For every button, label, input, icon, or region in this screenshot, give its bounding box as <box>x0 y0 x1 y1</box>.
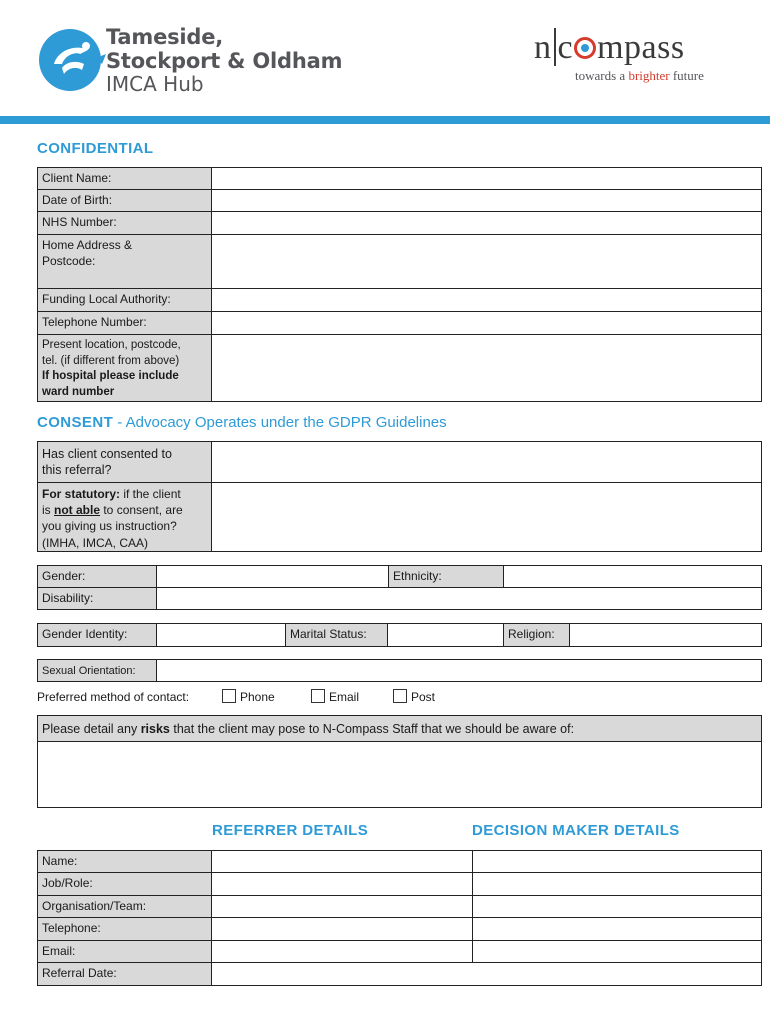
ethnicity-label: Ethnicity: <box>388 565 504 588</box>
risks-label-pre: Please detail any <box>42 722 141 736</box>
present-location-label <box>37 334 212 402</box>
telephone-number-field[interactable] <box>211 311 762 335</box>
tagline <box>575 68 704 84</box>
client-name-field[interactable] <box>211 167 762 190</box>
funding-authority-label: Funding Local Authority: <box>37 288 212 312</box>
disability-label: Disability: <box>37 587 157 610</box>
tagline-pre: towards a <box>575 68 629 83</box>
ncompass-logo-c: c <box>557 29 574 66</box>
consent-question-label <box>37 441 212 483</box>
tagline-highlight: brighter <box>628 68 670 83</box>
consent-answer-field[interactable] <box>211 441 762 483</box>
present-location-field[interactable] <box>211 334 762 402</box>
statutory-line1 <box>42 486 207 502</box>
compass-icon <box>574 37 596 59</box>
confidential-title: CONFIDENTIAL <box>37 140 154 157</box>
hospital-ward-note-line1: If hospital please include <box>42 370 179 383</box>
home-address-label-line1: Home Address & <box>42 238 133 252</box>
detail-referral-date-label: Referral Date: <box>37 962 212 986</box>
nhs-number-label: NHS Number: <box>37 211 212 235</box>
home-address-label <box>37 234 212 289</box>
consent-title: CONSENT <box>37 414 114 431</box>
present-location-line2: tel. (if different from above) <box>42 354 180 367</box>
statutory-answer-field[interactable] <box>211 482 762 552</box>
religion-label: Religion: <box>503 623 570 647</box>
funding-authority-field[interactable] <box>211 288 762 312</box>
date-of-birth-field[interactable] <box>211 189 762 212</box>
decision-maker-telephone-field[interactable] <box>472 917 762 941</box>
consent-question-line1: Has client consented to <box>42 447 172 461</box>
risks-field[interactable] <box>37 741 762 808</box>
ncompass-logo <box>534 28 685 67</box>
ncompass-logo-divider <box>554 28 556 66</box>
decision-maker-job-role-field[interactable] <box>472 872 762 896</box>
consent-heading <box>37 414 447 432</box>
ethnicity-field[interactable] <box>503 565 762 588</box>
referral-date-field[interactable] <box>211 962 762 986</box>
marital-status-label: Marital Status: <box>285 623 388 647</box>
statutory-not-able: not able <box>54 503 101 518</box>
header-divider <box>0 116 770 124</box>
statutory-line2-post: to consent, are <box>100 503 183 518</box>
detail-job-role-label: Job/Role: <box>37 872 212 896</box>
disability-field[interactable] <box>156 587 762 610</box>
nhs-number-field[interactable] <box>211 211 762 235</box>
ncompass-logo-rest: mpass <box>597 29 685 66</box>
post-option-label: Post <box>411 690 436 704</box>
decision-maker-organisation-field[interactable] <box>472 895 762 918</box>
consent-subtitle: - Advocacy Operates under the GDPR Guidelines <box>113 414 447 431</box>
present-location-line1: Present location, postcode, <box>42 339 181 351</box>
phone-checkbox[interactable] <box>222 689 236 703</box>
present-location-line3 <box>42 369 207 385</box>
present-location-line4 <box>42 385 207 401</box>
preferred-contact-label: Preferred method of contact: <box>37 690 190 704</box>
hub-name-line1: Tameside, <box>106 25 224 49</box>
statutory-bold: For statutory: <box>42 487 120 501</box>
decision-maker-name-field[interactable] <box>472 850 762 873</box>
referrer-job-role-field[interactable] <box>211 872 473 896</box>
statutory-question-label <box>37 482 212 552</box>
referrer-organisation-field[interactable] <box>211 895 473 918</box>
phone-option-label: Phone <box>240 690 275 704</box>
sexual-orientation-field[interactable] <box>156 659 762 682</box>
email-option-label: Email <box>329 690 360 704</box>
email-checkbox[interactable] <box>311 689 325 703</box>
risks-label <box>37 715 762 742</box>
risks-label-post: that the client may pose to N-Compass Staff that we should be aware of: <box>169 722 575 736</box>
religion-field[interactable] <box>569 623 762 647</box>
date-of-birth-label: Date of Birth: <box>37 189 212 212</box>
gender-label: Gender: <box>37 565 157 588</box>
referrer-telephone-field[interactable] <box>211 917 473 941</box>
statutory-line4: (IMHA, IMCA, CAA) <box>42 535 149 550</box>
gender-identity-field[interactable] <box>156 623 286 647</box>
ncompass-logo-n: n <box>534 29 552 66</box>
statutory-line3: you giving us instruction? <box>42 519 177 534</box>
hub-name-line2: Stockport & Oldham <box>106 48 343 73</box>
marital-status-field[interactable] <box>387 623 504 647</box>
hub-name-line3: IMCA Hub <box>106 72 204 97</box>
detail-name-label: Name: <box>37 850 212 873</box>
home-address-label-line2: Postcode: <box>42 253 96 268</box>
consent-question-line2: this referral? <box>42 463 112 478</box>
detail-organisation-label: Organisation/Team: <box>37 895 212 918</box>
statutory-line1-rest: if the client <box>120 487 181 501</box>
statutory-line2 <box>42 502 207 518</box>
risks-label-bold: risks <box>140 722 170 736</box>
sexual-orientation-label: Sexual Orientation: <box>37 659 157 682</box>
tagline-post: future <box>669 68 704 83</box>
post-checkbox[interactable] <box>393 689 407 703</box>
gender-identity-label: Gender Identity: <box>37 623 157 647</box>
hospital-ward-note-line2: ward number <box>42 385 115 398</box>
gender-field[interactable] <box>156 565 389 588</box>
decision-maker-details-title: DECISION MAKER DETAILS <box>472 822 680 839</box>
telephone-number-label: Telephone Number: <box>37 311 212 335</box>
referrer-details-title: REFERRER DETAILS <box>212 822 369 839</box>
imca-hub-logo-icon <box>36 24 108 94</box>
referrer-email-field[interactable] <box>211 940 473 963</box>
client-name-label: Client Name: <box>37 167 212 190</box>
detail-telephone-label: Telephone: <box>37 917 212 941</box>
home-address-field[interactable] <box>211 234 762 289</box>
referrer-name-field[interactable] <box>211 850 473 873</box>
detail-email-label: Email: <box>37 940 212 963</box>
hub-name <box>106 26 342 95</box>
decision-maker-email-field[interactable] <box>472 940 762 963</box>
statutory-line2-pre: is <box>42 503 54 518</box>
